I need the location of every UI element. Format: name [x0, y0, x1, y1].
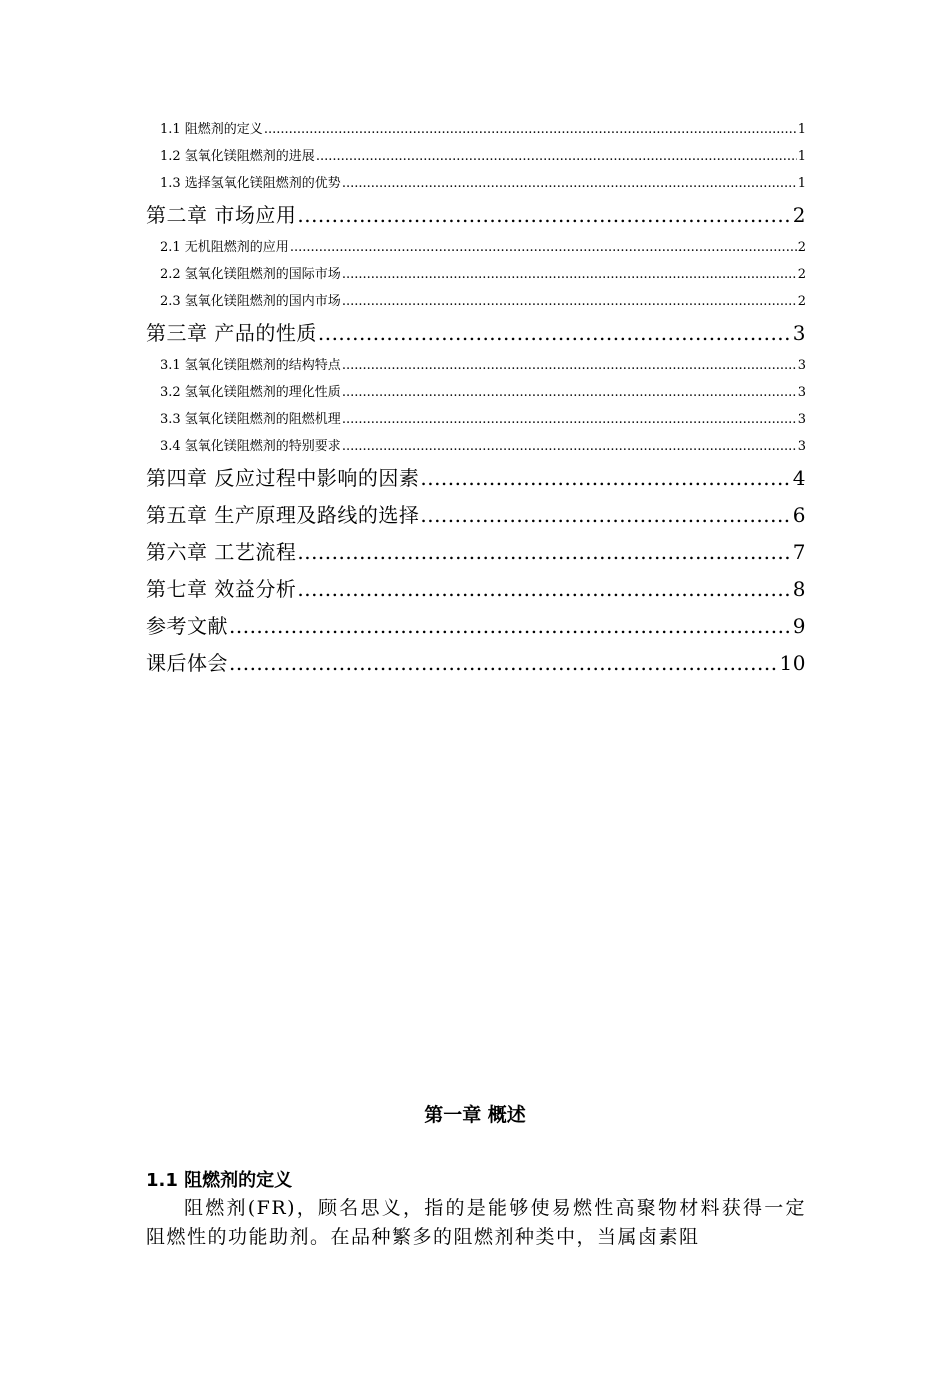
- toc-entry-chapter[interactable]: [146, 497, 806, 534]
- toc-leader-dots: [420, 460, 791, 497]
- toc-entry-chapter[interactable]: [146, 197, 806, 234]
- toc-entry[interactable]: [146, 352, 806, 379]
- toc-leader-dots: [290, 234, 797, 261]
- toc-entry-title: 3.3 氢氧化镁阻燃剂的阻燃机理: [160, 412, 341, 427]
- toc-leader-dots: [420, 497, 791, 534]
- toc-entry-page: 2: [792, 203, 806, 227]
- toc-entry-page: 1: [797, 149, 806, 164]
- toc-leader-dots: [342, 352, 797, 379]
- toc-entry-title: 课后体会: [146, 651, 228, 675]
- toc-entry-chapter[interactable]: [146, 534, 806, 571]
- toc-entry[interactable]: [146, 379, 806, 406]
- toc-entry-title: 3.2 氢氧化镁阻燃剂的理化性质: [160, 385, 341, 400]
- toc-entry-page: 2: [797, 267, 806, 282]
- table-of-contents: [146, 116, 806, 682]
- toc-entry-page: 3: [797, 385, 806, 400]
- toc-entry[interactable]: [146, 234, 806, 261]
- toc-entry[interactable]: [146, 406, 806, 433]
- body-paragraph: 阻燃剂(FR)，顾名思义，指的是能够使易燃性高聚物材料获得一定阻燃性的功能助剂。在品种繁多的阻燃剂种类中，当属卤素阻: [146, 1197, 806, 1248]
- toc-entry[interactable]: [146, 433, 806, 460]
- toc-entry-title: 第五章 生产原理及路线的选择: [146, 503, 420, 527]
- toc-leader-dots: [297, 534, 791, 571]
- toc-leader-dots: [297, 571, 791, 608]
- toc-entry[interactable]: [146, 116, 806, 143]
- toc-entry-page: 2: [797, 294, 806, 309]
- toc-leader-dots: [342, 170, 797, 197]
- toc-entry-title: 1.3 选择氢氧化镁阻燃剂的优势: [160, 176, 341, 191]
- section-heading: 1.1 阻燃剂的定义: [146, 1170, 293, 1191]
- toc-leader-dots: [316, 143, 797, 170]
- toc-entry-page: 2: [797, 240, 806, 255]
- toc-entry-title: 2.1 无机阻燃剂的应用: [160, 240, 289, 255]
- toc-entry-title: 第七章 效益分析: [146, 577, 297, 601]
- toc-leader-dots: [264, 116, 797, 143]
- toc-leader-dots: [229, 608, 792, 645]
- toc-leader-dots: [318, 315, 792, 352]
- toc-entry-page: 8: [792, 577, 806, 601]
- toc-entry-page: 3: [792, 321, 806, 345]
- toc-entry-title: 第三章 产品的性质: [146, 321, 317, 345]
- toc-entry-title: 1.1 阻燃剂的定义: [160, 122, 263, 137]
- toc-entry[interactable]: [146, 170, 806, 197]
- toc-entry-page: 3: [797, 358, 806, 373]
- toc-entry-title: 2.3 氢氧化镁阻燃剂的国内市场: [160, 294, 341, 309]
- toc-entry-title: 3.4 氢氧化镁阻燃剂的特别要求: [160, 439, 341, 454]
- toc-leader-dots: [342, 379, 797, 406]
- toc-leader-dots: [342, 261, 797, 288]
- toc-entry-title: 2.2 氢氧化镁阻燃剂的国际市场: [160, 267, 341, 282]
- toc-entry-page: 1: [797, 176, 806, 191]
- toc-entry-page: 6: [792, 503, 806, 527]
- toc-entry-page: 10: [779, 651, 806, 675]
- toc-entry[interactable]: [146, 143, 806, 170]
- toc-entry-title: 1.2 氢氧化镁阻燃剂的进展: [160, 149, 315, 164]
- toc-leader-dots: [342, 406, 797, 433]
- toc-entry-page: 3: [797, 439, 806, 454]
- toc-leader-dots: [297, 197, 791, 234]
- toc-entry-title: 第六章 工艺流程: [146, 540, 297, 564]
- chapter-title: 第一章 概述: [424, 1104, 526, 1126]
- toc-entry-chapter[interactable]: [146, 315, 806, 352]
- toc-entry-chapter[interactable]: [146, 645, 806, 682]
- toc-entry-chapter[interactable]: [146, 460, 806, 497]
- toc-leader-dots: [229, 645, 779, 682]
- toc-entry[interactable]: [146, 288, 806, 315]
- toc-entry-title: 第二章 市场应用: [146, 203, 297, 227]
- toc-entry-page: 9: [792, 614, 806, 638]
- toc-entry-page: 1: [797, 122, 806, 137]
- toc-entry-page: 4: [792, 466, 806, 490]
- toc-entry-title: 3.1 氢氧化镁阻燃剂的结构特点: [160, 358, 341, 373]
- toc-entry-chapter[interactable]: [146, 608, 806, 645]
- toc-entry-page: 3: [797, 412, 806, 427]
- toc-entry-title: 第四章 反应过程中影响的因素: [146, 466, 420, 490]
- toc-entry-title: 参考文献: [146, 614, 228, 638]
- toc-leader-dots: [342, 288, 797, 315]
- toc-entry-page: 7: [792, 540, 806, 564]
- toc-leader-dots: [342, 433, 797, 460]
- toc-entry[interactable]: [146, 261, 806, 288]
- toc-entry-chapter[interactable]: [146, 571, 806, 608]
